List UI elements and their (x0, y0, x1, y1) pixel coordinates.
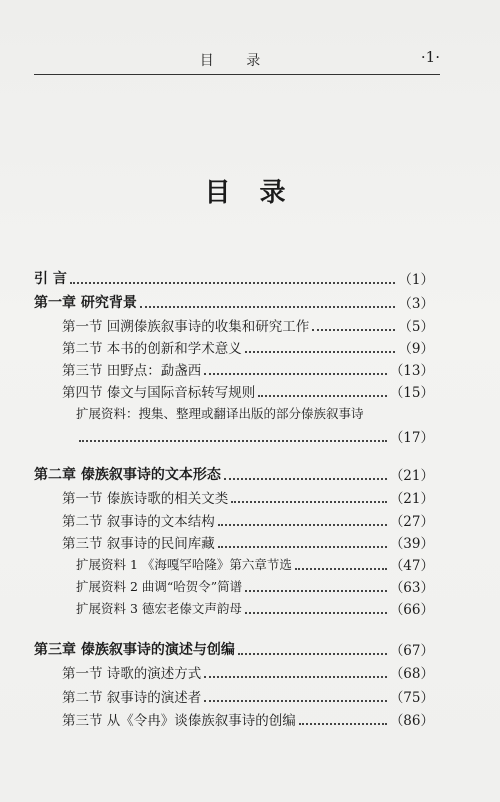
dot-leader (140, 305, 396, 308)
toc-entry-page: （39） (389, 536, 434, 552)
toc-entry-label: 第一章 研究背景 (34, 295, 137, 311)
toc-entry-label: 第一节 傣族诗歌的相关文类 (62, 491, 229, 507)
dot-leader (238, 652, 387, 655)
toc-entry-label: 第一节 回溯傣族叙事诗的收集和研究工作 (62, 319, 310, 335)
toc-chapter-2[interactable] (34, 464, 434, 484)
toc-entry-page: （66） (389, 602, 434, 618)
toc-section[interactable] (62, 315, 434, 335)
toc-entry-label: 第三节 田野点：勐盏西 (62, 363, 202, 379)
toc-extension[interactable] (76, 554, 434, 574)
dot-leader (231, 500, 387, 503)
toc-entry-label: 第二章 傣族叙事诗的文本形态 (34, 467, 221, 483)
toc-section[interactable] (62, 532, 434, 552)
toc-entry-label: 第三节 叙事诗的民间库藏 (62, 536, 215, 552)
running-header-title: 目 录 (199, 53, 275, 69)
toc-extension[interactable] (76, 576, 434, 596)
dot-leader (70, 281, 396, 284)
toc-entry-page: （68） (389, 666, 434, 682)
toc-extension-page-row[interactable] (76, 426, 434, 446)
toc-entry-label: 第二节 叙事诗的演述者 (62, 690, 202, 706)
dot-leader (245, 350, 396, 353)
toc-section[interactable] (62, 709, 434, 729)
toc-section[interactable] (62, 487, 434, 507)
toc-entry-page: （21） (389, 491, 434, 507)
toc-entry-page: （1） (398, 272, 434, 288)
toc-section[interactable] (62, 662, 434, 682)
toc-entry-page: （27） (389, 514, 434, 530)
toc-entry-page: （9） (398, 341, 434, 357)
toc-chapter-3[interactable] (34, 639, 434, 659)
toc-entry-page: （3） (398, 296, 434, 312)
toc-entry-label: 第三章 傣族叙事诗的演述与创编 (34, 642, 235, 658)
running-header-page-number: ·1· (420, 48, 440, 66)
toc-entry-page: （21） (389, 468, 434, 484)
dot-leader (218, 545, 387, 548)
toc-chapter-1[interactable] (34, 292, 434, 312)
toc-entry-page: （67） (389, 643, 434, 659)
toc-section[interactable] (62, 510, 434, 530)
toc-entry-label: 扩展资料 3 德宏老傣文声韵母 (76, 601, 242, 616)
toc-entry-label: 第四节 傣文与国际音标转写规则 (62, 385, 256, 401)
toc-entry-page: （15） (389, 385, 434, 401)
dot-leader (218, 523, 387, 526)
toc-entry-page: （75） (389, 690, 434, 706)
dot-leader (204, 675, 387, 678)
toc-entry-page: （13） (389, 363, 434, 379)
toc-section[interactable] (62, 359, 434, 379)
dot-leader (204, 372, 387, 375)
toc-extension-label[interactable]: 扩展资料：搜集、整理或翻译出版的部分傣族叙事诗 (76, 406, 364, 421)
toc-entry-page: （17） (389, 430, 434, 446)
dot-leader (224, 477, 387, 480)
dot-leader (295, 567, 387, 570)
toc-entry-page: （5） (398, 319, 434, 335)
page-title: 目 录 (204, 178, 296, 208)
toc-entry-label: 扩展资料 1 《海嘎罕哈隆》第六章节选 (76, 557, 292, 572)
toc-entry-page: （47） (389, 558, 434, 574)
dot-leader (245, 589, 387, 592)
toc-entry-label: 第二节 本书的创新和学术意义 (62, 341, 242, 357)
toc-entry-label: 扩展资料 2 曲调“哈贺令”简谱 (76, 579, 243, 594)
dot-leader (79, 439, 387, 442)
dot-leader (204, 699, 387, 702)
toc-section[interactable] (62, 381, 434, 401)
toc-entry-label: 第三节 从《令冉》谈傣族叙事诗的创编 (62, 713, 296, 729)
dot-leader (245, 611, 387, 614)
toc-section[interactable] (62, 686, 434, 706)
toc-extension[interactable] (76, 598, 434, 618)
dot-leader (258, 394, 387, 397)
toc-entry-label: 第二节 叙事诗的文本结构 (62, 514, 215, 530)
toc-entry-page: （63） (389, 580, 434, 596)
toc-entry-page: （86） (389, 713, 434, 729)
dot-leader (312, 328, 395, 331)
toc-entry-intro[interactable] (34, 268, 434, 288)
toc-entry-label: 第一节 诗歌的演述方式 (62, 666, 202, 682)
dot-leader (299, 722, 387, 725)
toc-entry-label: 引 言 (34, 271, 67, 287)
toc-section[interactable] (62, 337, 434, 357)
